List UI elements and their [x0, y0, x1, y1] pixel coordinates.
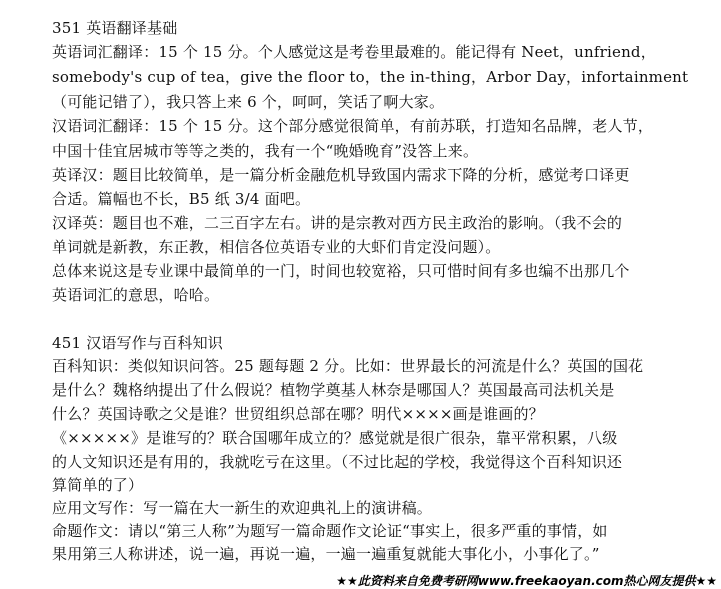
- text-line: 的人文知识还是有用的，我就吃亏在这里。（不过比起的学校，我觉得这个百科知识还: [52, 453, 623, 471]
- text-line: 英语词汇翻译：15 个 15 分。个人感觉这是考卷里最难的。能记得有 Neet，unfriend，: [52, 43, 656, 61]
- text-line: 英语词汇的意思，哈哈。: [52, 286, 220, 304]
- text-line: 合适。篇幅也不长，B5 纸 3/4 面吧。: [52, 190, 311, 208]
- section-title-451: 451 汉语写作与百科知识: [52, 334, 223, 352]
- text-line: 汉译英：题目也不难，二三百字左右。讲的是宗教对西方民主政治的影响。（我不会的: [52, 214, 623, 232]
- text-line: 是什么？魏格纳提出了什么假说？植物学奠基人林奈是哪国人？英国最高司法机关是: [52, 381, 615, 399]
- text-line: 英译汉：题目比较简单，是一篇分析金融危机导致国内需求下降的分析，感觉考口译更: [52, 166, 630, 184]
- text-line: 总体来说这是专业课中最简单的一门，时间也较宽裕，只可惜时间有多也编不出那几个: [52, 262, 630, 280]
- text-line: 《×××××》是谁写的？联合国哪年成立的？感觉就是很广很杂，靠平常积累，八级: [52, 429, 618, 447]
- text-line: 应用文写作：写一篇在大一新生的欢迎典礼上的演讲稿。: [52, 499, 433, 517]
- text-line: 算简单的了）: [52, 476, 144, 494]
- text-line: 中国十佳宜居城市等等之类的，我有一个“晚婚晚育”没答上来。: [52, 142, 479, 160]
- section-title-351: 351 英语翻译基础: [52, 19, 178, 37]
- text-line: 命题作文：请以“第三人称”为题写一篇命题作文论证“事实上，很多严重的事情，如: [52, 522, 608, 540]
- text-line: somebody's cup of tea，give the floor to，the in-thing，Arbor Day，infortainment: [52, 68, 689, 86]
- text-line: 果用第三人称讲述，说一遍，再说一遍，一遍一遍重复就能大事化小，小事化了。”: [52, 545, 600, 563]
- text-line: （可能记错了），我只答上来 6 个，呵呵，笑话了啊大家。: [52, 93, 445, 111]
- footer-banner: ★★此资料来自免费考研网www.freekaoyan.com热心网友提供★★: [330, 573, 721, 589]
- text-line: 汉语词汇翻译：15 个 15 分。这个部分感觉很简单，有前苏联，打造知名品牌，老人节，: [52, 117, 654, 135]
- text-line: 百科知识：类似知识问答。25 题每题 2 分。比如：世界最长的河流是什么？英国的国花: [52, 357, 644, 375]
- text-line: 单词就是新教，东正教，相信各位英语专业的大虾们肯定没问题）。: [52, 238, 501, 256]
- text-line: 什么？英国诗歌之父是谁？世贸组织总部在哪？明代××××画是谁画的？: [52, 405, 544, 423]
